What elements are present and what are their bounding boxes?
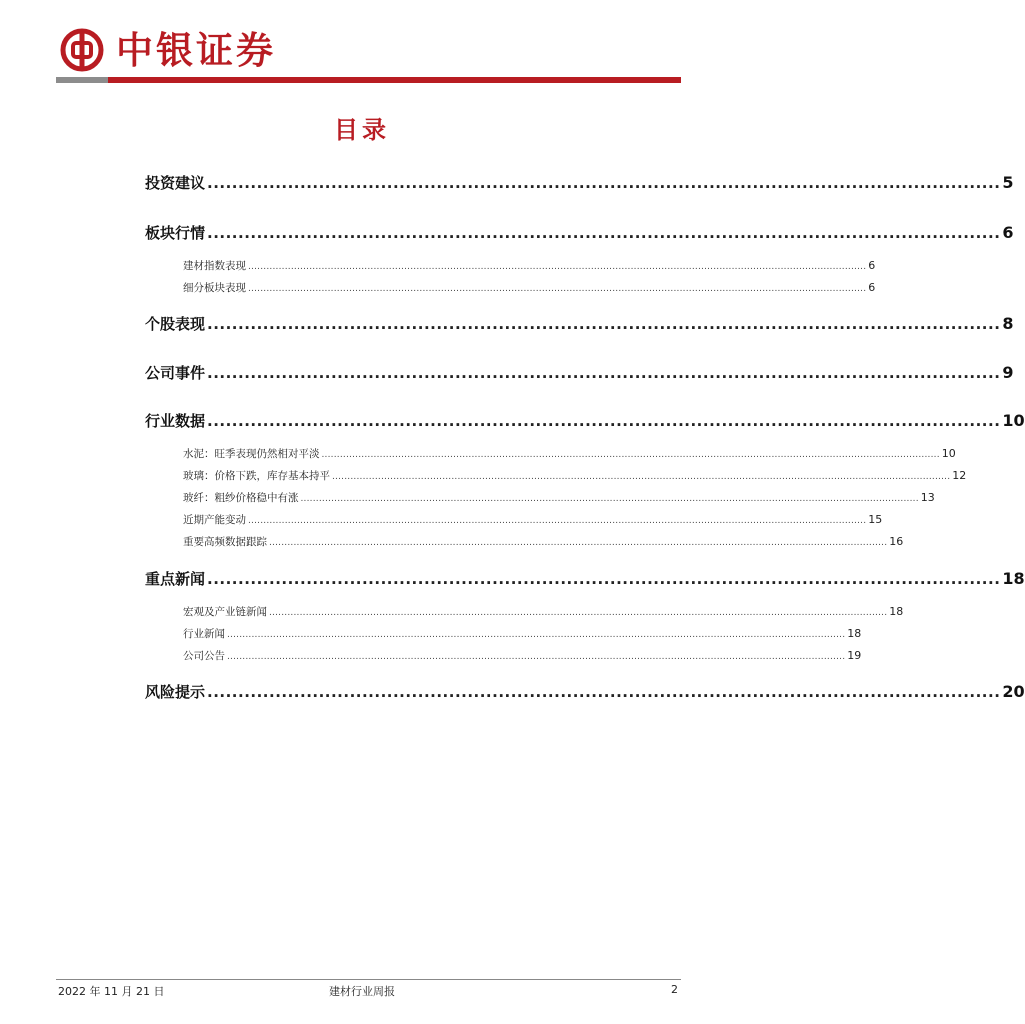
brand-name: 中银证券 — [116, 28, 276, 72]
toc-subentry-index-performance[interactable]: 建材指数表现 .......................................................................................................................................................................................................... 6 — [183, 259, 876, 272]
toc-entry-risk-warning[interactable]: 风险提示 ................................................................................................................................ 20 — [145, 682, 1025, 701]
toc-title: 目录 — [334, 116, 390, 144]
toc-subentry-capacity-changes[interactable]: 近期产能变动 .......................................................................................................................................................................................................... 15 — [183, 513, 883, 526]
toc-subentry-high-frequency-data[interactable]: 重要高频数据跟踪 .......................................................................................................................................................................................................... 16 — [183, 535, 904, 548]
toc-entry-investment-advice[interactable]: 投资建议 ................................................................................................................................ 5 — [145, 173, 1014, 192]
toc-entry-company-events[interactable]: 公司事件 ................................................................................................................................ 9 — [145, 363, 1014, 382]
toc-entry-sector-performance[interactable]: 板块行情 ................................................................................................................................ 6 — [145, 223, 1014, 242]
toc-subentry-subsector-performance[interactable]: 细分板块表现 .......................................................................................................................................................................................................... 6 — [183, 281, 876, 294]
footer-report-name: 建材行业周报 — [329, 985, 395, 998]
toc-subentry-industry-news[interactable]: 行业新闻 .......................................................................................................................................................................................................... 18 — [183, 627, 862, 640]
toc-subentry-company-announcements[interactable]: 公司公告 .......................................................................................................................................................................................................... 19 — [183, 649, 862, 662]
toc-subentry-macro-news[interactable]: 宏观及产业链新闻 .......................................................................................................................................................................................................... 18 — [183, 605, 904, 618]
toc-subentry-cement[interactable]: 水泥：旺季表现仍然相对平淡 .......................................................................................................................................................................................................... 10 — [183, 447, 956, 460]
footer-date: 2022 年 11 月 21 日 — [58, 985, 165, 998]
toc-subentry-glass[interactable]: 玻璃：价格下跌，库存基本持平 .......................................................................................................................................................................................................... 12 — [183, 469, 967, 482]
toc-entry-industry-data[interactable]: 行业数据 ................................................................................................................................ 10 — [145, 411, 1025, 430]
footer-page-number: 2 — [671, 983, 678, 996]
toc-subentry-fiberglass[interactable]: 玻纤：粗纱价格稳中有涨 .......................................................................................................................................................................................................... 13 — [183, 491, 935, 504]
toc-entry-key-news[interactable]: 重点新闻 ................................................................................................................................ 18 — [145, 569, 1025, 588]
toc-entry-stock-performance[interactable]: 个股表现 ................................................................................................................................ 8 — [145, 314, 1014, 333]
footer-rule — [56, 979, 681, 980]
